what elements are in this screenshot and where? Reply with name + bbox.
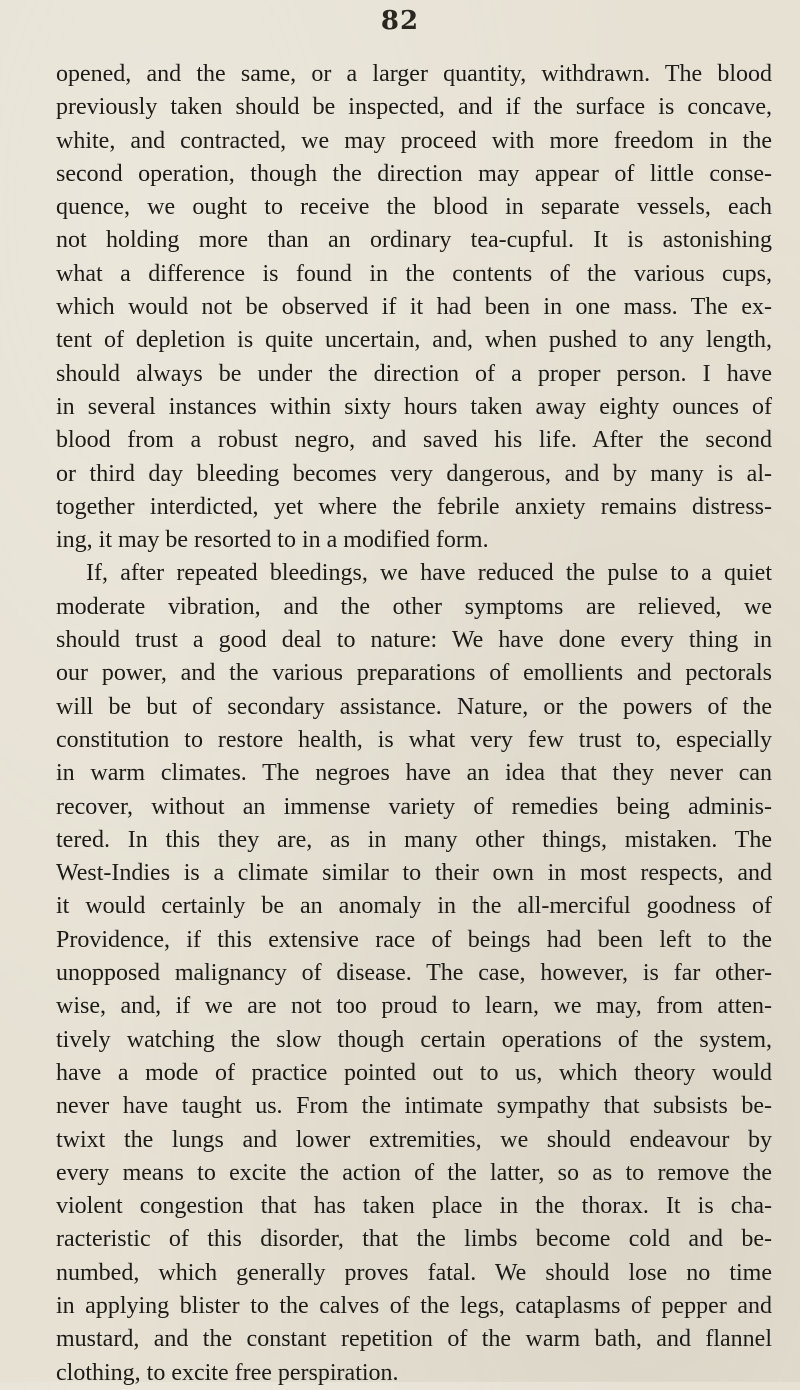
text-line: second operation, though the direction may appear of little conse-	[56, 160, 772, 187]
text-line: together interdicted, yet where the febrile anxiety remains distress-	[56, 493, 772, 520]
text-line: quence, we ought to receive the blood in separate vessels, each	[56, 194, 772, 221]
text-line: mustard, and the constant repetition of the warm bath, and flannel	[56, 1326, 772, 1353]
text-line: twixt the lungs and lower extremities, we should endeavour by	[56, 1126, 772, 1153]
text-line: West-Indies is a climate similar to their own in most respects, and	[56, 860, 772, 887]
text-line: in warm climates. The negroes have an idea that they never can	[56, 760, 772, 787]
text-line: tent of depletion is quite uncertain, and, when pushed to any length,	[56, 327, 772, 354]
text-line: clothing, to excite free perspiration.	[56, 1359, 399, 1386]
text-line: Providence, if this extensive race of beings had been left to the	[56, 926, 772, 953]
text-line: never have taught us. From the intimate sympathy that subsists be-	[56, 1093, 772, 1120]
text-line: numbed, which generally proves fatal. We should lose no time	[56, 1259, 772, 1286]
text-line: have a mode of practice pointed out to us, which theory would	[56, 1059, 772, 1086]
text-line: moderate vibration, and the other symptoms are relieved, we	[56, 593, 772, 620]
text-line: opened, and the same, or a larger quantity, withdrawn. The blood	[56, 61, 772, 87]
text-line: every means to excite the action of the latter, so as to remove the	[56, 1159, 772, 1186]
text-line: or third day bleeding becomes very dangerous, and by many is al-	[56, 460, 772, 487]
text-line: If, after repeated bleedings, we have reduced the pulse to a quiet	[86, 560, 772, 587]
text-line: in several instances within sixty hours taken away eighty ounces of	[56, 393, 772, 420]
text-line: in applying blister to the calves of the legs, cataplasms of pepper and	[56, 1292, 772, 1319]
text-line: unopposed malignancy of disease. The case, however, is far other-	[56, 960, 772, 987]
text-line: what a difference is found in the contents of the various cups,	[56, 260, 772, 287]
text-line: racteristic of this disorder, that the limbs become cold and be-	[56, 1226, 772, 1253]
text-line: it would certainly be an anomaly in the all-merciful goodness of	[56, 893, 772, 920]
text-line: will be but of secondary assistance. Nature, or the powers of the	[56, 693, 772, 720]
text-line: tered. In this they are, as in many other things, mistaken. The	[56, 826, 772, 853]
page-number: 82	[380, 6, 420, 36]
text-line: not holding more than an ordinary tea-cupful. It is astonishing	[56, 227, 772, 254]
text-line: should trust a good deal to nature: We have done every thing in	[56, 627, 772, 654]
text-line: wise, and, if we are not too proud to learn, we may, from atten-	[56, 993, 772, 1020]
text-line: white, and contracted, we may proceed with more freedom in the	[56, 127, 772, 154]
text-line: should always be under the direction of a proper person. I have	[56, 360, 772, 387]
text-line: recover, without an immense variety of remedies being adminis-	[56, 793, 772, 820]
text-line: constitution to restore health, is what very few trust to, especially	[56, 726, 772, 753]
text-line: previously taken should be inspected, and if the surface is concave,	[56, 94, 772, 121]
body-text	[56, 58, 772, 1390]
text-line: blood from a robust negro, and saved his life. After the second	[56, 427, 772, 454]
text-line: tively watching the slow though certain operations of the system,	[56, 1026, 772, 1053]
text-line: which would not be observed if it had been in one mass. The ex-	[56, 294, 772, 321]
text-line: our power, and the various preparations of emollients and pectorals	[56, 660, 772, 687]
text-line: ing, it may be resorted to in a modified form.	[56, 527, 489, 554]
text-line: violent congestion that has taken place in the thorax. It is cha-	[56, 1193, 772, 1220]
